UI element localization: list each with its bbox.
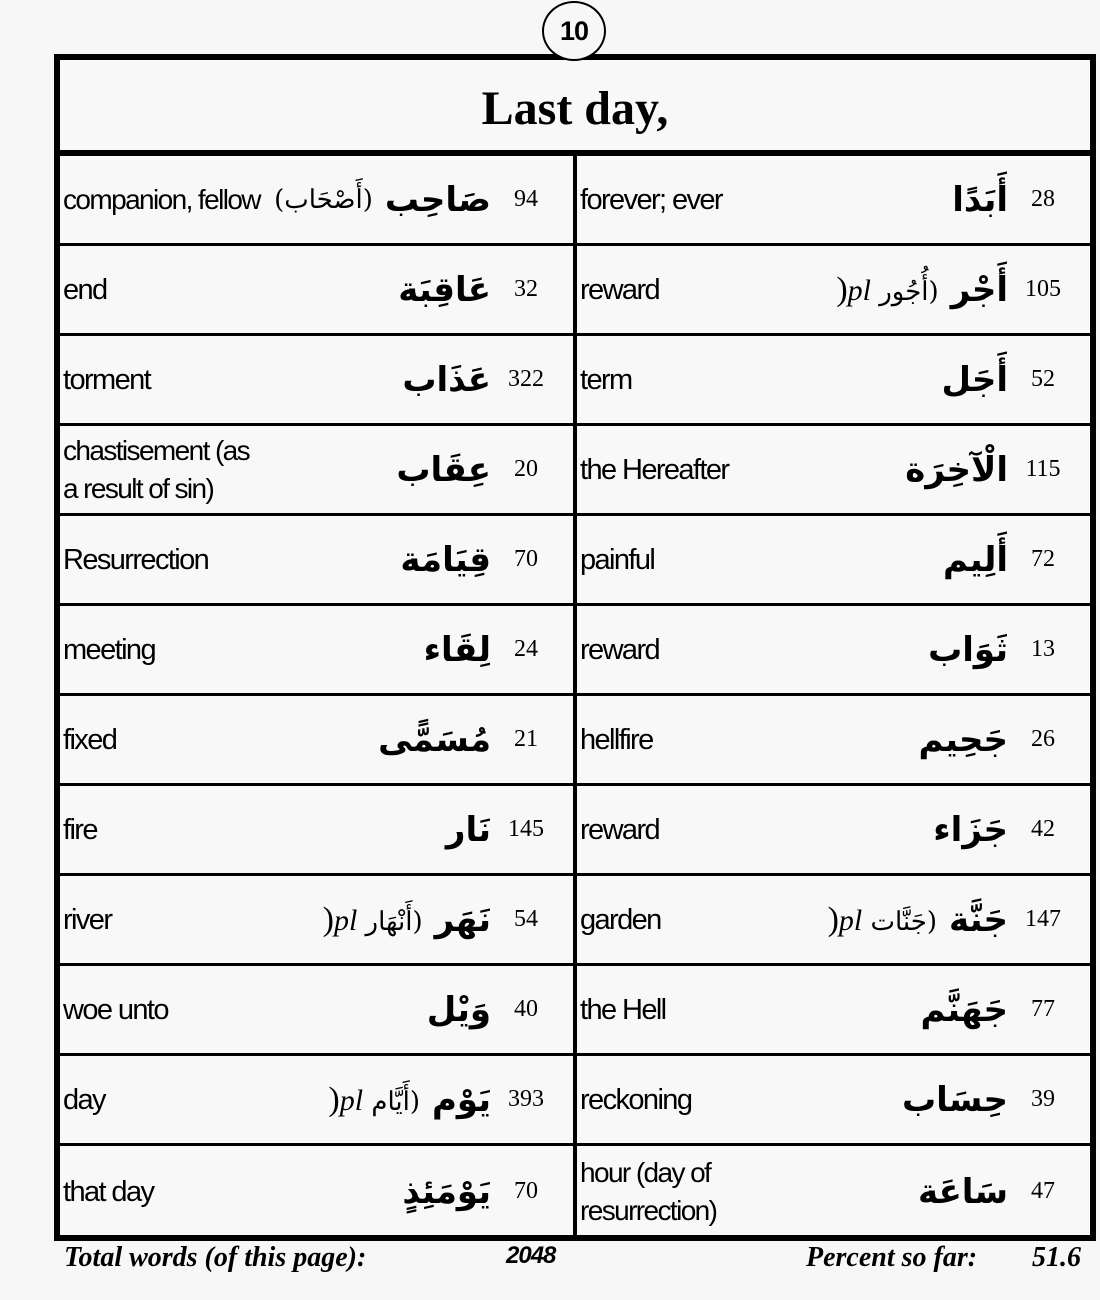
- frequency-count: 70: [514, 1178, 538, 1204]
- arabic-plural: [323, 901, 423, 939]
- arabic-word: صَاحِب: [384, 179, 491, 220]
- vocab-row: [577, 786, 1090, 876]
- plural-form: (أَيَّام: [371, 1086, 420, 1117]
- arabic-plural: [828, 901, 937, 939]
- plural-form: (أَصْحَاب): [274, 184, 373, 215]
- frequency-count: 70: [514, 546, 538, 572]
- vocab-row: [60, 516, 573, 606]
- arabic-word: جَحِيم: [918, 719, 1008, 760]
- arabic-word: عِقَاب: [396, 449, 491, 490]
- arabic-word: ثَوَاب: [928, 629, 1008, 670]
- arabic-word: أَجْر: [950, 269, 1008, 310]
- vocab-row: [577, 156, 1090, 246]
- arabic-entry: [928, 606, 1008, 693]
- total-words-value: 2048: [506, 1242, 556, 1269]
- vocab-row: [577, 1146, 1090, 1237]
- arabic-word: قِيَامَة: [400, 539, 491, 580]
- title-bar: [60, 60, 1090, 156]
- arabic-plural: [836, 271, 938, 309]
- arabic-entry: [424, 606, 491, 693]
- english-meaning: river: [63, 903, 112, 936]
- total-words-label: Total words (of this page):: [64, 1242, 367, 1273]
- page-number: 10: [559, 15, 589, 46]
- english-meaning: reward: [580, 813, 660, 846]
- plural-form: (أَنْهَار: [365, 906, 423, 937]
- arabic-word: عَذَاب: [402, 359, 491, 400]
- vocab-row: [577, 426, 1090, 516]
- vocab-row: [577, 246, 1090, 336]
- english-meaning: reckoning: [580, 1083, 692, 1116]
- english-meaning: chastisement (as a result of sin): [63, 434, 250, 504]
- frequency-count: 145: [508, 816, 544, 842]
- vocab-row: [60, 246, 573, 336]
- plural-form: (أُجُور: [879, 276, 939, 307]
- arabic-word: جَهَنَّم: [920, 989, 1008, 1030]
- plural-tag: pl: [838, 903, 863, 937]
- arabic-entry: [446, 786, 491, 873]
- arabic-entry: [921, 966, 1009, 1053]
- page-footer: [64, 1240, 1094, 1280]
- english-meaning: woe unto: [63, 993, 168, 1026]
- arabic-entry: [398, 246, 491, 333]
- arabic-entry: [323, 876, 491, 963]
- vocabulary-grid: [60, 156, 1090, 1237]
- english-meaning: day: [63, 1083, 105, 1116]
- paren-open: (: [322, 900, 334, 938]
- english-meaning: that day: [63, 1175, 154, 1208]
- vocab-row: [60, 1146, 573, 1237]
- vocab-row: [60, 156, 573, 246]
- english-meaning: the Hereafter: [580, 453, 729, 486]
- vocab-row: [60, 606, 573, 696]
- left-column: [60, 156, 577, 1237]
- vocab-row: [60, 426, 573, 516]
- vocab-row: [60, 696, 573, 786]
- arabic-entry: [918, 696, 1008, 783]
- arabic-entry: [828, 876, 1008, 963]
- english-meaning: companion, fellow: [63, 183, 260, 215]
- arabic-entry: [402, 1146, 491, 1237]
- english-meaning: end: [63, 273, 107, 306]
- arabic-entry: [902, 1056, 1008, 1143]
- arabic-word: عَاقِبَة: [398, 269, 491, 310]
- paren-open: (: [328, 1080, 340, 1118]
- arabic-entry: [378, 696, 491, 783]
- arabic-word: أَلِيم: [943, 539, 1008, 580]
- frequency-count: 52: [1031, 366, 1055, 392]
- frequency-count: 26: [1031, 726, 1055, 752]
- right-column: [577, 156, 1090, 1237]
- vocab-row: [60, 876, 573, 966]
- vocab-row: [577, 516, 1090, 606]
- arabic-entry: [402, 336, 491, 423]
- english-meaning: garden: [580, 903, 661, 936]
- vocab-row: [577, 336, 1090, 426]
- english-meaning: hellfire: [580, 723, 653, 756]
- frequency-count: 28: [1031, 186, 1055, 212]
- frequency-count: 24: [514, 636, 538, 662]
- frequency-count: 21: [514, 726, 538, 752]
- arabic-word: نَهَر: [434, 899, 491, 940]
- paren-open: (: [836, 270, 848, 308]
- arabic-word: جَنَّة: [948, 899, 1008, 940]
- english-meaning: fire: [63, 813, 97, 846]
- frequency-count: 322: [508, 366, 544, 392]
- arabic-word: أَجَل: [941, 359, 1008, 400]
- arabic-entry: [941, 336, 1008, 423]
- page-title: Last day,: [481, 81, 669, 135]
- arabic-word: وَيْل: [426, 989, 491, 1030]
- english-meaning: fixed: [63, 723, 117, 756]
- plural-tag: pl: [339, 1083, 364, 1117]
- arabic-word: لِقَاء: [423, 629, 491, 670]
- arabic-word: سَاعَة: [917, 1171, 1008, 1212]
- frequency-count: 42: [1031, 816, 1055, 842]
- frequency-count: 105: [1025, 276, 1061, 302]
- frequency-count: 115: [1025, 456, 1061, 482]
- arabic-word: مُسَمًّى: [378, 719, 491, 760]
- arabic-entry: [274, 156, 491, 243]
- frequency-count: 47: [1031, 1178, 1055, 1204]
- arabic-plural: [328, 1081, 420, 1119]
- paren-open: (: [827, 900, 839, 938]
- vocab-row: [60, 966, 573, 1056]
- arabic-entry: [943, 516, 1008, 603]
- english-meaning: painful: [580, 543, 655, 576]
- vocab-row: [60, 336, 573, 426]
- vocab-row: [577, 606, 1090, 696]
- arabic-entry: [396, 426, 491, 513]
- frequency-count: 54: [514, 906, 538, 932]
- arabic-entry: [400, 516, 491, 603]
- arabic-plural: [274, 185, 373, 215]
- english-meaning: term: [580, 363, 632, 396]
- frequency-count: 94: [514, 186, 538, 212]
- frequency-count: 20: [514, 456, 538, 482]
- english-meaning: reward: [580, 273, 660, 306]
- vocab-row: [60, 1056, 573, 1146]
- plural-tag: pl: [333, 903, 358, 937]
- vocab-row: [577, 966, 1090, 1056]
- arabic-entry: [918, 1146, 1008, 1237]
- vocab-row: [60, 786, 573, 876]
- plural-tag: pl: [847, 273, 871, 307]
- frequency-count: 13: [1031, 636, 1055, 662]
- frequency-count: 32: [514, 276, 538, 302]
- vocab-row: [577, 696, 1090, 786]
- vocabulary-table: [54, 54, 1096, 1241]
- arabic-entry: [836, 246, 1008, 333]
- frequency-count: 39: [1031, 1086, 1055, 1112]
- arabic-word: نَار: [445, 809, 491, 850]
- percent-label: Percent so far:: [806, 1242, 978, 1273]
- frequency-count: 147: [1025, 906, 1061, 932]
- english-meaning: reward: [580, 633, 660, 666]
- arabic-entry: [328, 1056, 491, 1143]
- vocab-row: [577, 876, 1090, 966]
- arabic-entry: [427, 966, 491, 1053]
- arabic-word: الْآخِرَة: [905, 449, 1008, 490]
- arabic-entry: [933, 786, 1008, 873]
- english-meaning: the Hell: [580, 993, 666, 1026]
- english-meaning: torment: [63, 363, 151, 396]
- arabic-word: أَبَدًا: [952, 179, 1008, 220]
- arabic-word: جَزَاء: [933, 809, 1008, 850]
- english-meaning: Resurrection: [63, 543, 209, 576]
- frequency-count: 40: [514, 996, 538, 1022]
- frequency-count: 72: [1031, 546, 1055, 572]
- page-number-badge: [542, 1, 606, 61]
- frequency-count: 77: [1031, 996, 1055, 1022]
- frequency-count: 393: [508, 1086, 544, 1112]
- english-meaning: meeting: [63, 633, 155, 666]
- english-meaning: hour (day of resurrection): [580, 1156, 717, 1226]
- percent-value: 51.6: [1032, 1242, 1081, 1273]
- arabic-word: حِسَاب: [901, 1079, 1008, 1120]
- vocab-row: [577, 1056, 1090, 1146]
- arabic-word: يَوْمَئِذٍ: [402, 1171, 491, 1212]
- plural-form: (جَنَّات: [870, 906, 937, 937]
- arabic-entry: [905, 426, 1008, 513]
- english-meaning: forever; ever: [580, 183, 722, 216]
- arabic-entry: [952, 156, 1008, 243]
- arabic-word: يَوْم: [431, 1079, 491, 1120]
